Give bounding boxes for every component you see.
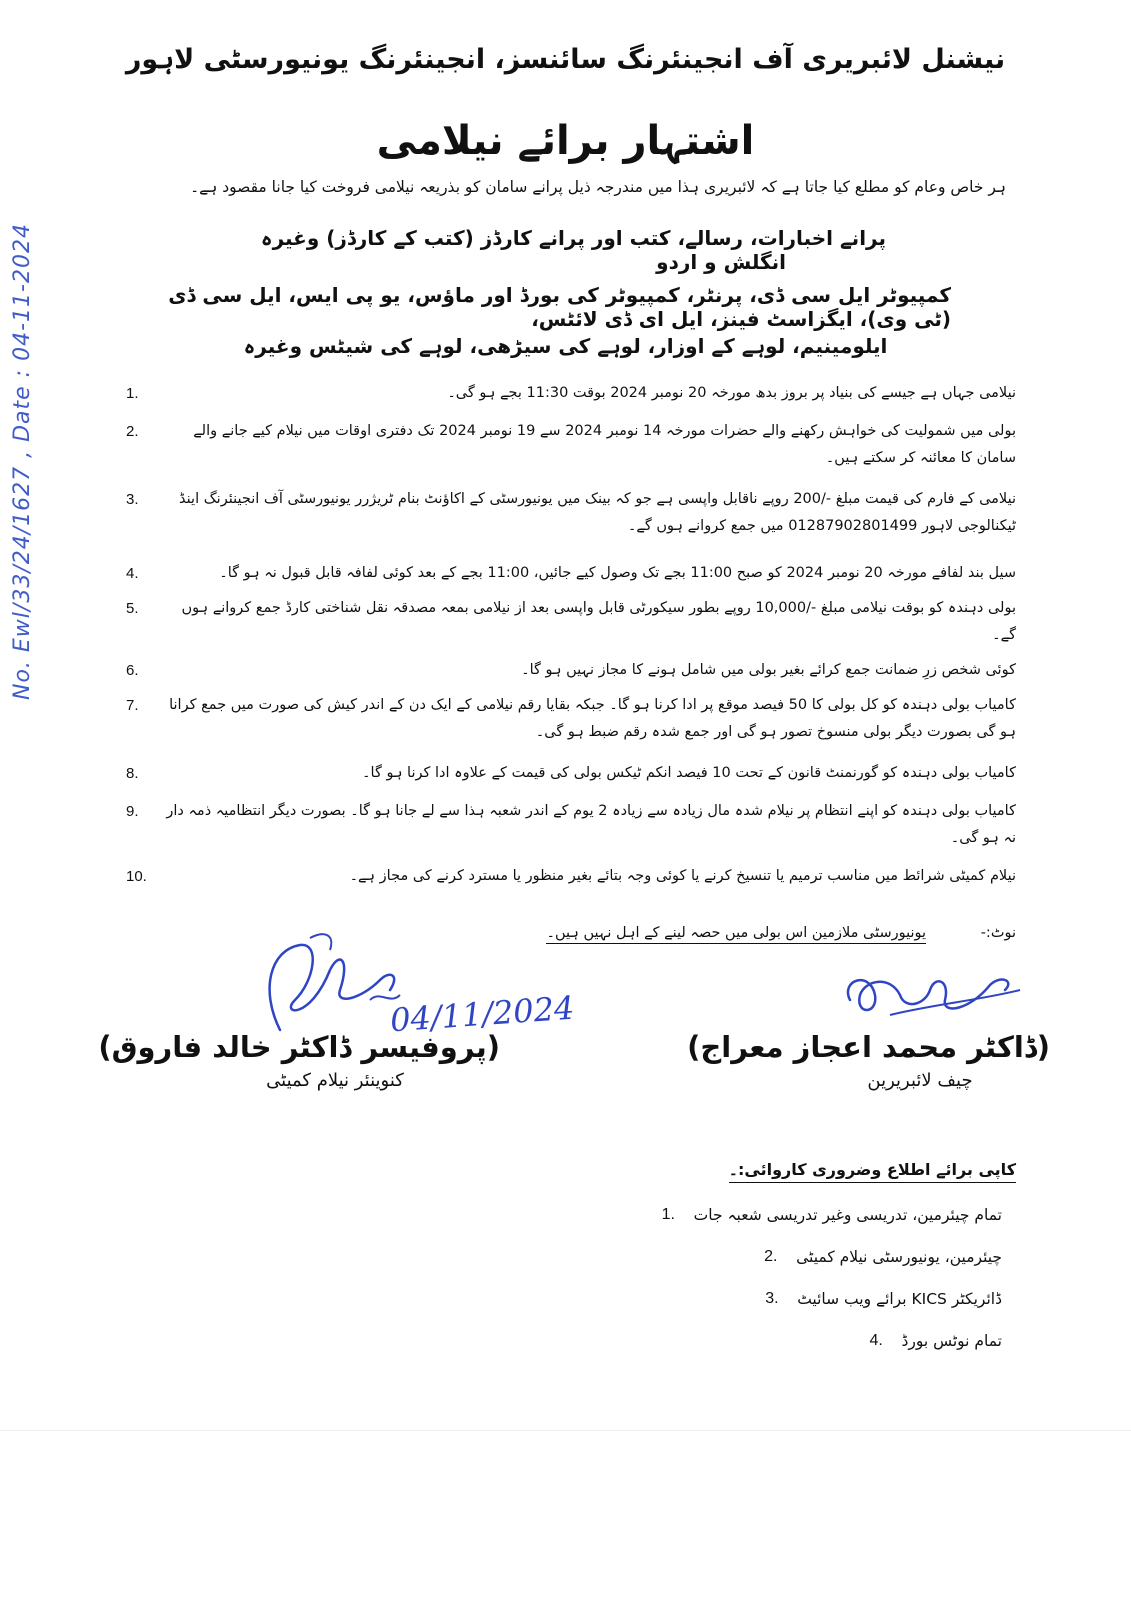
term-text: کامیاب بولی دہندہ کو اپنے انتظام پر نیلام شدہ مال زیادہ سے زیادہ 2 یوم کے اندر شعبہ ہذا سے لے جانا ہو گا۔ بصورت دیگر انتظامیہ ذمہ دار نہ ہو گی۔ [166, 803, 1016, 846]
copy-item-text: تمام چیئرمین، تدریسی وغیر تدریسی شعبہ جات [693, 1206, 1002, 1224]
term-item [126, 798, 1016, 852]
term-number: 4. [126, 565, 139, 582]
copy-item-number: 2. [764, 1248, 778, 1265]
term-item [126, 863, 1016, 890]
term-text: بولی میں شمولیت کی خواہش رکھنے والے حضرات مورخہ 14 نومبر 2024 سے 19 نومبر 2024 تک دفتری اوقات میں نیلام کیے جانے والے سامان کا معائنہ کر سکتے ہیں۔ [193, 423, 1016, 466]
term-item [126, 760, 1016, 787]
institution-heading: نیشنل لائبریری آف انجینئرنگ سائنسز، انجینئرنگ یونیورسٹی لاہور [125, 44, 1006, 75]
copy-item-text: ڈائریکٹر KICS برائے ویب سائیٹ [797, 1290, 1002, 1308]
term-text: نیلام کمیٹی شرائط میں مناسب ترمیم یا تنسیخ کرنے یا کوئی وجہ بتائے بغیر منظور یا مسترد کرنے کی مجاز ہے۔ [349, 868, 1016, 884]
copy-to-heading: کاپی برائے اطلاع وضروری کاروائی:۔ [729, 1160, 1016, 1183]
term-number: 10. [126, 868, 147, 885]
term-text: سیل بند لفافے مورخہ 20 نومبر 2024 کو صبح 11:00 بجے تک وصول کیے جائیں، 11:00 بجے کے بعد کوئی لفافہ قابل قبول نہ ہو گا۔ [219, 565, 1016, 581]
handwritten-reference-number: No. Ewl/33/24/1627 , Date : 04-11-2024 [10, 223, 35, 700]
term-number: 5. [126, 600, 139, 617]
convener-name: (پروفیسر ڈاکٹر خالد فاروق) [98, 1030, 500, 1064]
items-line-1-extra: انگلش و اردو [656, 250, 786, 274]
term-number: 8. [126, 765, 139, 782]
convener-title: کنوینئر نیلام کمیٹی [266, 1070, 404, 1091]
items-line-2: کمپیوٹر ایل سی ڈی، پرنٹر، کمپیوٹر کی بورڈ اور ماؤس، یو پی ایس، ایل سی ڈی (ٹی وی)، ایگزاسٹ فینز، ایل ای ڈی لائٹس، [168, 283, 951, 331]
term-item [126, 486, 1016, 540]
copy-item [566, 1248, 1016, 1266]
copy-item-text: تمام نوٹس بورڈ [901, 1332, 1002, 1350]
copy-item-text: چیئرمین، یونیورسٹی نیلام کمیٹی [796, 1248, 1002, 1266]
term-item [126, 657, 1016, 684]
term-number: 2. [126, 423, 139, 440]
term-number: 3. [126, 491, 139, 508]
signature-block-chief-librarian [687, 1030, 1050, 1091]
copy-item-number: 1. [661, 1206, 675, 1223]
items-line-1-text: پرانے اخبارات، رسالے، کتب اور پرانے کارڈز (کتب کے کارڈز) وغیرہ [260, 226, 886, 250]
term-text: نیلامی جہاں ہے جیسے کی بنیاد پر بروز بدھ مورخہ 20 نومبر 2024 بوقت 11:30 بجے ہو گی۔ [447, 385, 1016, 401]
right-signature-scribble [830, 960, 1030, 1040]
note-text: یونیورسٹی ملازمین اس بولی میں حصہ لینے کے اہل نہیں ہیں۔ [546, 925, 926, 944]
terms-list [126, 380, 1016, 901]
copy-item-number: 3. [765, 1290, 779, 1307]
term-item [126, 595, 1016, 649]
copy-to-list [566, 1206, 1016, 1374]
term-text: کوئی شخص زرِ ضمانت جمع کرائے بغیر بولی میں شامل ہونے کا مجاز نہیں ہو گا۔ [521, 662, 1016, 678]
items-line-3: ایلومینیم، لوہے کے اوزار، لوہے کی سیڑھی، لوہے کی شیٹس وغیرہ [243, 334, 888, 358]
term-number: 9. [126, 803, 139, 820]
term-item [126, 418, 1016, 472]
copy-item [566, 1332, 1016, 1350]
intro-paragraph: ہر خاص وعام کو مطلع کیا جاتا ہے کہ لائبریری ہذا میں مندرجہ ذیل پرانے سامان کو بذریعہ نیلامی فروخت کیا جانا مقصود ہے۔ [190, 178, 1006, 196]
term-item [126, 380, 1016, 407]
chief-librarian-name: (ڈاکٹر محمد اعجاز معراج) [687, 1030, 1050, 1064]
handwritten-signature-date: 04/11/2024 [388, 988, 576, 1040]
term-number: 6. [126, 662, 139, 679]
note-label: نوٹ:- [980, 925, 1016, 941]
term-item [126, 692, 1016, 746]
copy-item-number: 4. [869, 1332, 883, 1349]
term-text: کامیاب بولی دہندہ کو کل بولی کا 50 فیصد موقع پر ادا کرنا ہو گا۔ جبکہ بقایا رقم نیلامی کے ایک دن کے اندر کیش کی صورت میں جمع کرانا ہو گی بصورت دیگر بولی منسوخ تصور ہو گی اور جمع شدہ رقم ضبط ہو گی۔ [169, 697, 1016, 740]
page-bottom-divider [0, 1430, 1131, 1431]
chief-librarian-title: چیف لائبریرین [867, 1070, 973, 1091]
term-text: کامیاب بولی دہندہ کو گورنمنٹ قانون کے تحت 10 فیصد انکم ٹیکس بولی کی قیمت کے علاوہ ادا کرنا ہو گا۔ [362, 765, 1016, 781]
term-item [126, 560, 1016, 587]
term-number: 1. [126, 385, 139, 402]
term-text: بولی دہندہ کو بوقت نیلامی مبلغ -/10,000 روپے بطور سیکورٹی قابل واپسی بعد از نیلامی بمعہ مصدقہ نقل شناختی کارڈ جمع کروانے ہوں گے۔ [181, 600, 1016, 643]
notice-title: اشتہار برائے نیلامی [376, 118, 755, 164]
items-line-1 [186, 226, 886, 274]
copy-item [566, 1206, 1016, 1224]
term-text: نیلامی کے فارم کی قیمت مبلغ -/200 روپے ناقابل واپسی ہے جو کہ بینک میں یونیورسٹی کے اکاؤنٹ بنام ٹریژرر یونیورسٹی آف انجینئرنگ اینڈ ٹیکنالوجی لاہور 01287902801499 میں جمع کروانے ہوں گے۔ [179, 491, 1016, 534]
term-number: 7. [126, 697, 139, 714]
copy-item [566, 1290, 1016, 1308]
signature-block-convener [98, 1030, 500, 1091]
